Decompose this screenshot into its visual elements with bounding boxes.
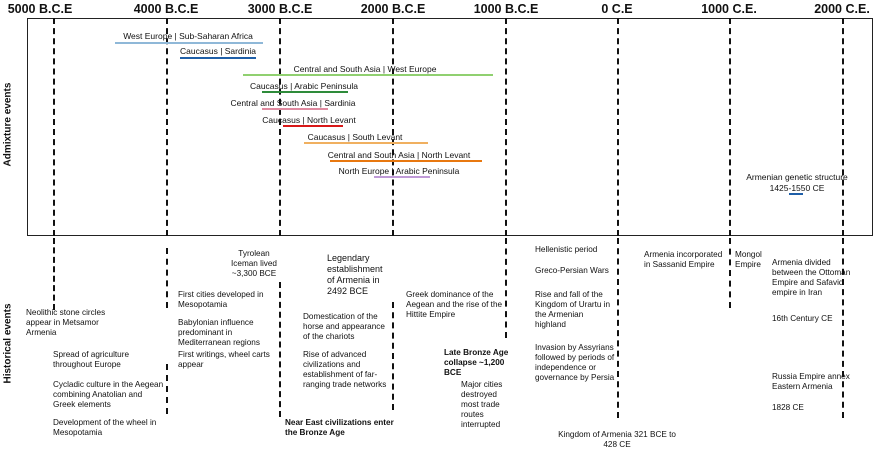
admixture-event-bar	[283, 125, 343, 127]
historical-event: Hellenistic period	[535, 245, 598, 254]
historical-event: Legendary establishment of Armenia in 2492 BCE	[327, 253, 383, 296]
historical-event: Cycladic culture in the Aegean combining Anatolian and Greek elements	[53, 380, 164, 409]
historical-event: Armenia incorporated in Sassanid Empire	[644, 250, 723, 269]
historical-event: Rise and fall of the Kingdom of Urartu in the Armenian highland	[535, 290, 611, 329]
historical-event: Near East civilizations enter the Bronze Age	[285, 418, 394, 437]
historical-event: Domestication of the horse and appearance of the chariots	[303, 312, 385, 341]
era-label-5000bce: 5000 B.C.E	[7, 2, 73, 16]
era-divider	[166, 364, 168, 414]
admixture-event-bar	[262, 108, 328, 110]
historical-event: Rise of advanced civilizations and establishment of far-ranging trade networks	[303, 350, 387, 389]
admixture-event-bar	[180, 57, 256, 59]
admixture-event-label: Armenian genetic structure	[746, 172, 848, 182]
admixture-event-label: Central and South Asia | North Levant	[327, 150, 471, 160]
era-divider	[392, 18, 394, 236]
historical-event: Babylonian influence predominant in Mediterranean regions	[178, 318, 260, 347]
era-label-4000bce: 4000 B.C.E	[133, 2, 199, 16]
historical-event: First cities developed in Mesopotamia	[178, 290, 264, 309]
era-divider	[505, 18, 507, 236]
admixture-event-label: Central and South Asia | West Europe	[293, 64, 437, 74]
admixture-event-bar	[262, 91, 348, 93]
historical-event: Greek dominance of the Aegean and the rise of the Hittite Empire	[406, 290, 503, 319]
historical-event: Greco-Persian Wars	[535, 266, 609, 275]
historical-event: Mongol Empire	[735, 250, 762, 269]
era-divider	[729, 238, 731, 308]
historical-event: Russia Empire annex Eastern Armenia	[772, 372, 850, 391]
admixture-event-label: West Europe | Sub-Saharan Africa	[123, 31, 253, 41]
era-divider	[617, 18, 619, 236]
historical-event: Major cities destroyed most trade routes interrupted	[461, 380, 503, 429]
era-label-2000bce: 2000 B.C.E	[360, 2, 426, 16]
admixture-event-label: Caucasus | Sardinia	[180, 46, 256, 56]
admixture-event-bar	[374, 176, 430, 178]
historical-event: Development of the wheel in Mesopotamia	[53, 418, 157, 437]
admixture-axis-label: Admixture events	[2, 82, 14, 167]
admixture-event-label: Central and South Asia | Sardinia	[230, 98, 356, 108]
historical-event: Armenia divided between the Ottoman Empire and Safavid empire in Iran	[772, 258, 851, 297]
era-label-2000ce: 2000 C.E.	[814, 2, 870, 16]
historical-event: Neolithic stone circles appear in Metsamor Armenia	[26, 308, 106, 337]
era-divider	[842, 18, 844, 236]
historical-event: Tyrolean Iceman lived ~3,300 BCE	[231, 249, 277, 278]
historical-event: Invasion by Assyrians followed by periods of independence or governance by Persia	[535, 343, 615, 382]
historical-event: 16th Century CE	[772, 314, 833, 323]
era-label-3000bce: 3000 B.C.E	[247, 2, 313, 16]
admixture-event-bar	[330, 160, 482, 162]
admixture-event-bar	[304, 142, 428, 144]
admixture-event-sublabel: 1425-1550 CE	[769, 183, 825, 193]
historical-event: Late Bronze Age collapse ~1,200 BCE	[444, 348, 509, 377]
admixture-panel	[27, 18, 873, 236]
era-divider	[166, 18, 168, 236]
era-divider	[617, 238, 619, 418]
era-divider	[166, 248, 168, 308]
admixture-event-label: Caucasus | North Levant	[262, 115, 356, 125]
historical-event: Kingdom of Armenia 321 BCE to 428 CE	[558, 430, 676, 449]
era-label-1000bce: 1000 B.C.E	[473, 2, 539, 16]
era-divider	[279, 282, 281, 417]
era-label-0ce: 0 C.E	[601, 2, 633, 16]
historical-event: Spread of agriculture throughout Europe	[53, 350, 130, 369]
admixture-event-bar	[115, 42, 263, 44]
historical-event: 1828 CE	[772, 403, 804, 412]
era-divider	[729, 18, 731, 236]
admixture-event-bar	[789, 193, 803, 195]
era-divider	[505, 238, 507, 338]
admixture-event-label: North Europe | Arabic Peninsula	[338, 166, 460, 176]
admixture-event-bar	[243, 74, 493, 76]
admixture-event-label: Caucasus | Arabic Peninsula	[249, 81, 359, 91]
era-label-1000ce: 1000 C.E.	[701, 2, 757, 16]
era-divider	[53, 238, 55, 310]
admixture-event-label: Caucasus | South Levant	[307, 132, 403, 142]
era-divider	[279, 18, 281, 236]
era-divider	[53, 18, 55, 236]
historical-event: First writings, wheel carts appear	[178, 350, 270, 369]
historical-axis-label: Historical events	[2, 303, 14, 384]
